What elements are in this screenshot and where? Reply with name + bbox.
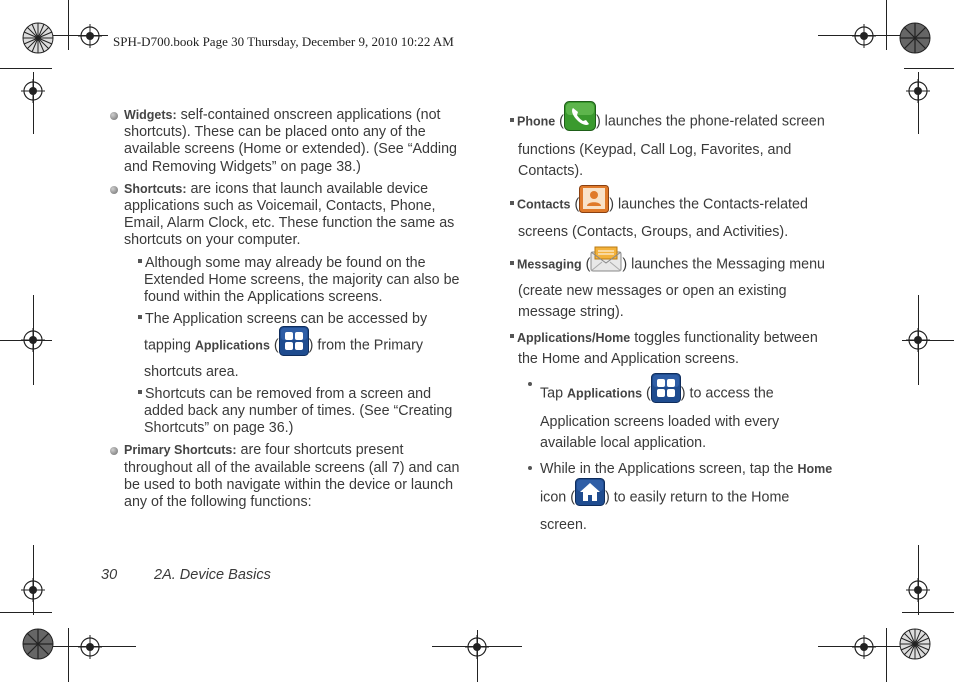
square-bullet-icon — [510, 261, 514, 265]
applications-grid-icon — [651, 373, 681, 410]
contacts-open: ( — [570, 196, 580, 213]
messaging-envelope-icon — [590, 246, 622, 279]
tap-pre: Tap — [540, 385, 568, 402]
shortcuts-text: are icons that launch available device applications such as Voicemail, Contacts, Phone, Email, Alarm Clock, etc. These function the same as shortcuts on your computer. — [124, 180, 455, 249]
sub2-open: ( — [269, 337, 279, 354]
square-bullet-icon — [510, 334, 514, 338]
sub1-text: Although some may already be found on the Extended Home screens, the majority can also be found within the Applications screens. — [144, 254, 460, 306]
list-item-applications-home — [510, 328, 835, 370]
sub2-pre: The Application screens can be accessed by tapping — [144, 311, 428, 354]
starburst-mark-icon — [22, 22, 54, 54]
starburst-mark-icon — [22, 628, 54, 660]
registration-target-icon — [78, 635, 102, 659]
square-bullet-icon — [510, 118, 514, 122]
while-pre: While in the Applications screen, tap the — [540, 461, 798, 477]
messaging-open: ( — [581, 256, 591, 273]
registration-target-icon — [21, 328, 45, 352]
term-shortcuts: Shortcuts: — [124, 181, 187, 196]
phone-icon — [564, 101, 596, 138]
registration-target-icon — [906, 578, 930, 602]
messaging-post: ) launches the Messaging menu (create new messages or open an existing message string). — [518, 256, 825, 320]
section-title: 2A. Device Basics — [154, 567, 271, 583]
bullet-icon — [110, 447, 118, 455]
list-item-shortcuts — [124, 181, 462, 250]
term-widgets: Widgets: — [124, 108, 177, 122]
list-item-widgets — [124, 107, 462, 176]
apps-home-text: toggles functionality between the Home and Application screens. — [518, 330, 818, 367]
contacts-icon — [579, 185, 609, 220]
sub-item-3 — [138, 386, 462, 438]
contacts-post: ) launches the Contacts-related screens (Contacts, Groups, and Activities). — [518, 196, 808, 240]
term-primary-shortcuts: Primary Shortcuts: — [124, 443, 237, 458]
tap-open: ( — [642, 385, 651, 402]
list-item-contacts — [510, 187, 835, 243]
tap-post: ) to access the Application screens loaded with every available local application. — [540, 385, 780, 451]
square-bullet-icon — [138, 315, 142, 319]
term-contacts: Contacts — [517, 197, 571, 212]
phone-post: ) launches the phone-related screen functions (Keypad, Call Log, Favorites, and Contacts). — [518, 113, 825, 179]
term-applications-2: Applications — [567, 386, 643, 401]
applications-grid-icon — [279, 326, 309, 361]
dot-bullet-icon — [528, 382, 532, 386]
square-bullet-icon — [138, 259, 142, 263]
starburst-mark-icon — [899, 628, 931, 660]
list-item-primary-shortcuts — [124, 442, 462, 511]
registration-target-icon — [852, 635, 876, 659]
sub3-text: Shortcuts can be removed from a screen and added back any number of times. (See “Creating Shortcuts” on page 36.) — [144, 385, 453, 437]
bullet-icon — [110, 112, 118, 120]
phone-open: ( — [555, 113, 564, 130]
square-bullet-icon — [510, 201, 514, 205]
registration-target-icon — [21, 578, 45, 602]
home-icon — [575, 478, 605, 513]
primary-text: are four shortcuts present throughout all of the available screens (all 7) and can be used to both navigate within the device or launch any of the following functions: — [124, 442, 460, 511]
sub-item-tap-applications — [540, 375, 835, 454]
term-applications-home: Applications/Home — [517, 331, 631, 345]
term-applications: Applications — [194, 338, 270, 353]
term-home: Home — [797, 462, 833, 476]
registration-target-icon — [906, 328, 930, 352]
page-number: 30 — [101, 567, 118, 583]
right-column — [510, 103, 835, 541]
sub-item-1 — [138, 255, 462, 307]
sub2-post: ) from the Primary shortcuts area. — [144, 337, 424, 380]
registration-target-icon — [78, 24, 102, 48]
list-item-phone — [510, 103, 835, 182]
while-post: ) to easily return to the Home screen. — [540, 489, 790, 533]
while-mid: icon ( — [540, 489, 575, 506]
term-phone: Phone — [517, 114, 556, 129]
widgets-text: self-contained onscreen applications (not shortcuts). These can be placed onto any of the available screens (Home or extended). (See “Adding and Removing Widgets” on page 38.) — [124, 107, 457, 175]
registration-target-icon — [852, 24, 876, 48]
dot-bullet-icon — [528, 466, 532, 470]
sub-item-while-applications — [540, 459, 835, 536]
registration-target-icon — [21, 79, 45, 103]
list-item-messaging — [510, 248, 835, 323]
term-messaging: Messaging — [517, 257, 582, 272]
starburst-mark-icon — [899, 22, 931, 54]
registration-target-icon — [906, 79, 930, 103]
book-header: SPH-D700.book Page 30 Thursday, December 9, 2010 10:22 AM — [113, 34, 454, 49]
square-bullet-icon — [138, 390, 142, 394]
sub-item-2 — [138, 311, 462, 381]
left-column — [124, 107, 462, 516]
registration-target-icon — [465, 635, 489, 659]
bullet-icon — [110, 186, 118, 194]
